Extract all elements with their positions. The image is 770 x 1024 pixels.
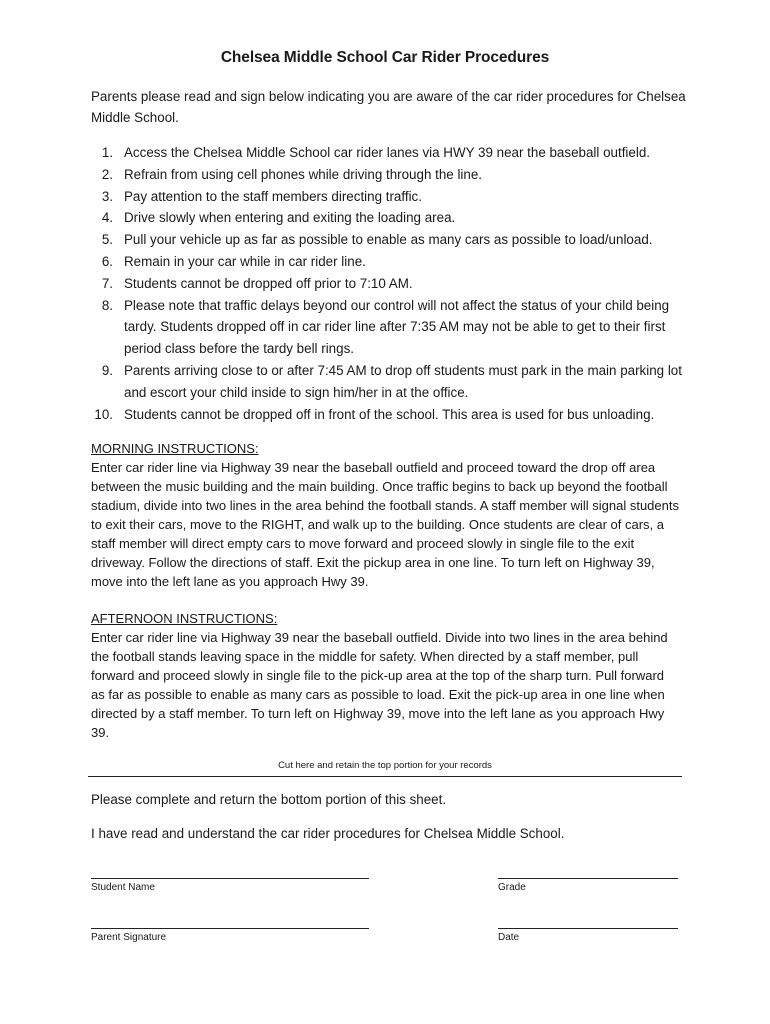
procedure-item xyxy=(91,186,691,208)
grade-label: Grade xyxy=(498,882,526,893)
procedure-text: Students cannot be dropped off in front of the school. This area is used for bus unloading. xyxy=(124,406,655,422)
afternoon-instructions: Enter car rider line via Highway 39 near the baseball outfield. Divide into two lines in the area behind the football stands leaving space in the middle for safety. When directed by a staff member, pull forward and proceed slowly in single file to the pick-up area at the top of the sharp turn. Pull forward as far as possible to enable as many cars as possible to load. Exit the pick-up area in one line when directed by a staff member. To turn left on Highway 39, move into the left lane as you approach Hwy 39. xyxy=(91,630,668,740)
date-field[interactable] xyxy=(498,928,678,929)
page-title: Chelsea Middle School Car Rider Procedures xyxy=(220,49,550,66)
student-name-field[interactable] xyxy=(91,878,369,879)
procedure-item xyxy=(91,207,691,229)
student-name-label: Student Name xyxy=(91,882,155,893)
procedure-text: Pay attention to the staff members directing traffic. xyxy=(124,188,422,204)
date-label: Date xyxy=(498,932,520,943)
procedure-text: Access the Chelsea Middle School car rider lanes via HWY 39 near the baseball outfield. xyxy=(124,145,650,160)
procedure-number: 10. xyxy=(94,406,113,422)
procedure-text: Students cannot be dropped off prior to 7:10 AM. xyxy=(124,275,413,291)
procedure-item xyxy=(91,251,691,273)
procedure-text: Remain in your car while in car rider line. xyxy=(124,253,366,269)
procedure-item xyxy=(91,295,691,360)
procedure-item xyxy=(91,273,691,295)
procedure-number: 1. xyxy=(101,145,113,160)
morning-heading: MORNING INSTRUCTIONS: xyxy=(91,441,259,456)
acknowledgement-text: I have read and understand the car rider procedures for Chelsea Middle School. xyxy=(91,826,565,841)
procedure-number: 2. xyxy=(101,166,113,182)
afternoon-heading: AFTERNOON INSTRUCTIONS: xyxy=(91,611,278,626)
procedure-item xyxy=(91,142,691,164)
procedure-item xyxy=(91,360,691,404)
procedure-number: 9. xyxy=(101,362,113,378)
cut-note: Cut here and retain the top portion for your records xyxy=(278,760,492,771)
return-note: Please complete and return the bottom portion of this sheet. xyxy=(91,792,447,807)
grade-field[interactable] xyxy=(498,878,678,879)
procedure-number: 8. xyxy=(101,297,113,313)
procedure-number: 5. xyxy=(101,232,113,248)
procedure-text: Refrain from using cell phones while driving through the line. xyxy=(124,166,483,182)
procedure-item xyxy=(91,164,691,186)
procedure-number: 4. xyxy=(101,210,113,226)
cut-line xyxy=(88,776,682,777)
procedure-number: 7. xyxy=(101,275,113,291)
parent-signature-field[interactable] xyxy=(91,928,369,929)
procedure-text: Please note that traffic delays beyond our control will not affect the status of your child being tardy. Students dropped off in car rider line after 7:35 AM may not be able to get to their first period class before the tardy bell rings. xyxy=(124,297,670,357)
procedures-list xyxy=(91,142,691,425)
procedure-item xyxy=(91,229,691,251)
procedure-text: Pull your vehicle up as far as possible to enable as many cars as possible to load/unload. xyxy=(124,232,653,248)
parent-signature-label: Parent Signature xyxy=(91,932,167,943)
procedure-text: Drive slowly when entering and exiting the loading area. xyxy=(124,210,456,226)
morning-instructions: Enter car rider line via Highway 39 near the baseball outfield and proceed toward the drop off area between the music building and the main building. Once traffic begins to back up beyond the football stadium, divide into two lines in the area behind the football stands. A staff member will signal students to exit their cars, move to the RIGHT, and walk up to the building. Once students are clear of cars, a staff member will direct empty cars to move forward and proceed slowly in single file to the exit driveway. Follow the directions of staff. Exit the pickup area in one line. To turn left on Highway 39, move into the left lane as you approach Hwy 39. xyxy=(91,460,679,589)
procedure-item xyxy=(91,404,691,426)
procedure-number: 6. xyxy=(101,253,113,269)
procedure-number: 3. xyxy=(101,188,113,204)
intro-paragraph: Parents please read and sign below indicating you are aware of the car rider procedures for Chelsea Middle School. xyxy=(91,89,686,125)
procedure-text: Parents arriving close to or after 7:45 AM to drop off students must park in the main parking lot and escort your child inside to sign him/her in at the office. xyxy=(124,362,682,400)
